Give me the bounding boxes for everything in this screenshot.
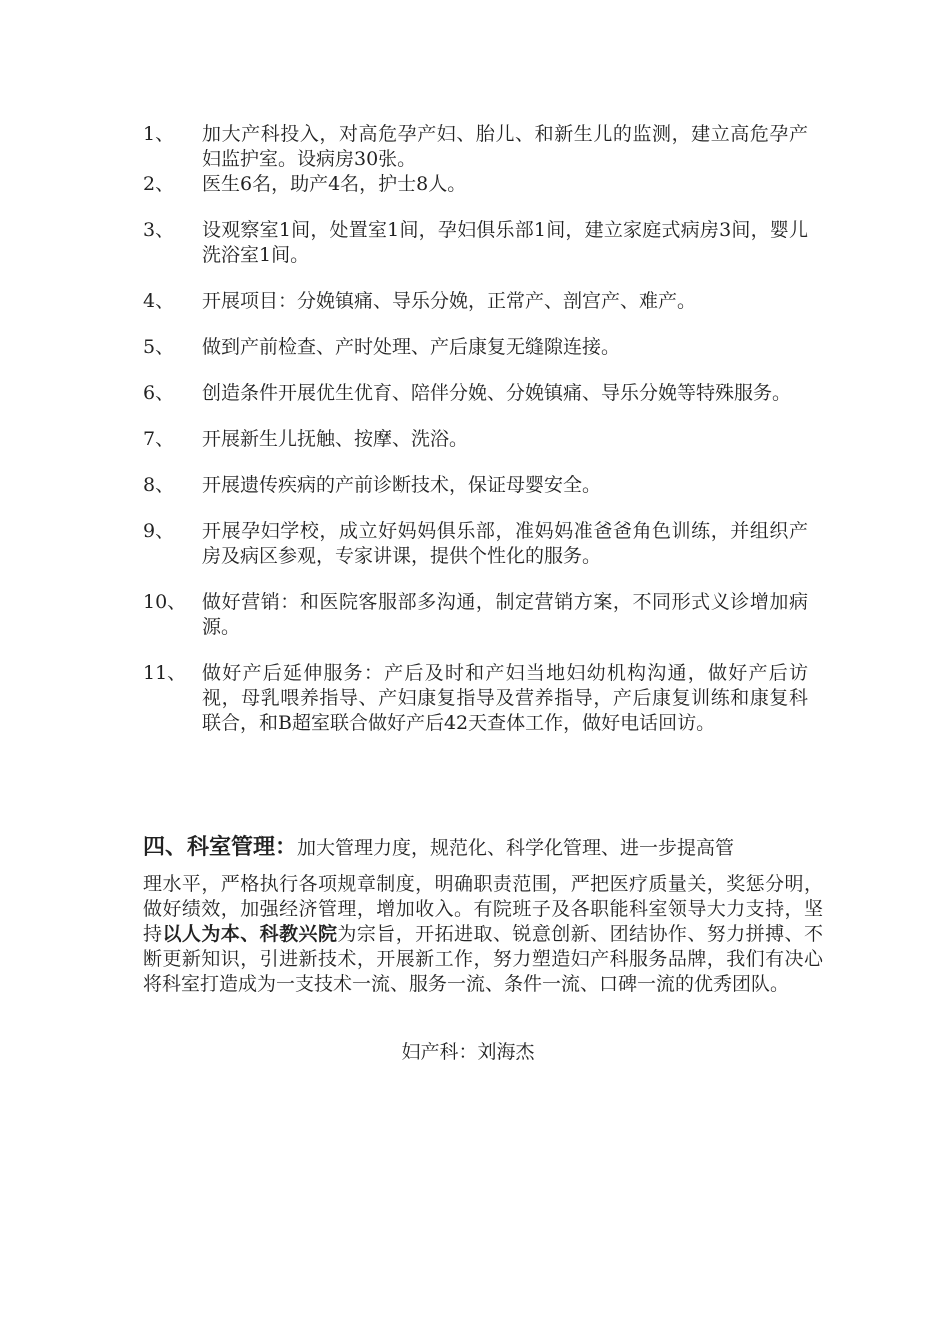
list-item-number: 4、 <box>143 290 175 312</box>
list-item-text: 做到产前检查、产时处理、产后康复无缝隙连接。 <box>202 336 621 358</box>
section-text-a: 理水平，严格执行各项规章制度，明确职责范围，严把医疗质量关，奖惩分明，做好绩效，加强经济管理，增加收入。有院班子及各职能科室领导大力支持，坚持 <box>143 873 823 945</box>
list-item <box>143 473 823 498</box>
list-item-text: 开展项目：分娩镇痛、导乐分娩，正常产、剖宫产、难产。 <box>202 290 697 312</box>
list-item-number: 7、 <box>143 428 175 450</box>
list-item-text: 开展遗传疾病的产前诊断技术，保证母婴安全。 <box>202 474 602 496</box>
list-item <box>143 427 823 452</box>
list-item <box>143 335 823 360</box>
list-item-number: 5、 <box>143 336 175 358</box>
list-item-text: 设观察室1间，处置室1间，孕妇俱乐部1间，建立家庭式病房3间，婴儿洗浴室1间。 <box>202 219 808 266</box>
section-bold-phrase: 以人为本、科教兴院 <box>162 923 338 945</box>
list-item-number: 8、 <box>143 474 175 496</box>
list-item-number: 11、 <box>143 662 187 684</box>
list-item <box>143 122 823 172</box>
list-item <box>143 381 823 406</box>
list-item-text: 加大产科投入，对高危孕产妇、胎儿、和新生儿的监测，建立高危孕产妇监护室。设病房30张。 <box>202 123 808 170</box>
list-item-number: 10、 <box>143 591 187 613</box>
list-item <box>143 519 823 569</box>
list-item-number: 6、 <box>143 382 175 404</box>
list-item-text: 创造条件开展优生优育、陪伴分娩、分娩镇痛、导乐分娩等特殊服务。 <box>202 382 792 404</box>
section-line1: 加大管理力度，规范化、科学化管理、进一步提高管 <box>297 837 735 859</box>
list-item <box>143 218 823 268</box>
list-item-number: 2、 <box>143 173 175 195</box>
list-item-number: 9、 <box>143 520 175 542</box>
list-item-number: 1、 <box>143 123 175 145</box>
list-item <box>143 289 823 314</box>
list-item-text: 开展新生儿抚触、按摩、洗浴。 <box>202 428 469 450</box>
management-section <box>143 832 823 997</box>
section-heading: 四、科室管理： <box>143 834 298 860</box>
list-item-text: 开展孕妇学校，成立好妈妈俱乐部，准妈妈准爸爸角色训练，并组织产房及病区参观，专家讲课，提供个性化的服务。 <box>202 520 808 567</box>
list-item-text: 做好产后延伸服务：产后及时和产妇当地妇幼机构沟通，做好产后访视，母乳喂养指导、产妇康复指导及营养指导，产后康复训练和康复科联合，和B超室联合做好产后42天查体工作，做好电话回访。 <box>202 662 808 734</box>
signature: 妇产科：刘海杰 <box>401 1041 535 1063</box>
list-item-number: 3、 <box>143 219 175 241</box>
section-text-b: 为宗旨，开拓进取、锐意创新、团结协作、努力拼搏、不断更新知识，引进新技术，开展新工作，努力塑造妇产科服务品牌，我们有决心将科室打造成为一支技术一流、服务一流、条件一流、口碑一流的优秀团队。 <box>143 923 823 995</box>
list-item <box>143 661 823 736</box>
list-item <box>143 590 823 640</box>
numbered-list <box>143 122 823 736</box>
list-item-text: 做好营销：和医院客服部多沟通，制定营销方案，不同形式义诊增加病源。 <box>202 591 808 638</box>
section-paragraph <box>143 872 823 997</box>
section-first-line <box>143 832 823 864</box>
list-item-text: 医生6名，助产4名，护士8人。 <box>202 173 467 195</box>
list-item <box>143 172 823 197</box>
